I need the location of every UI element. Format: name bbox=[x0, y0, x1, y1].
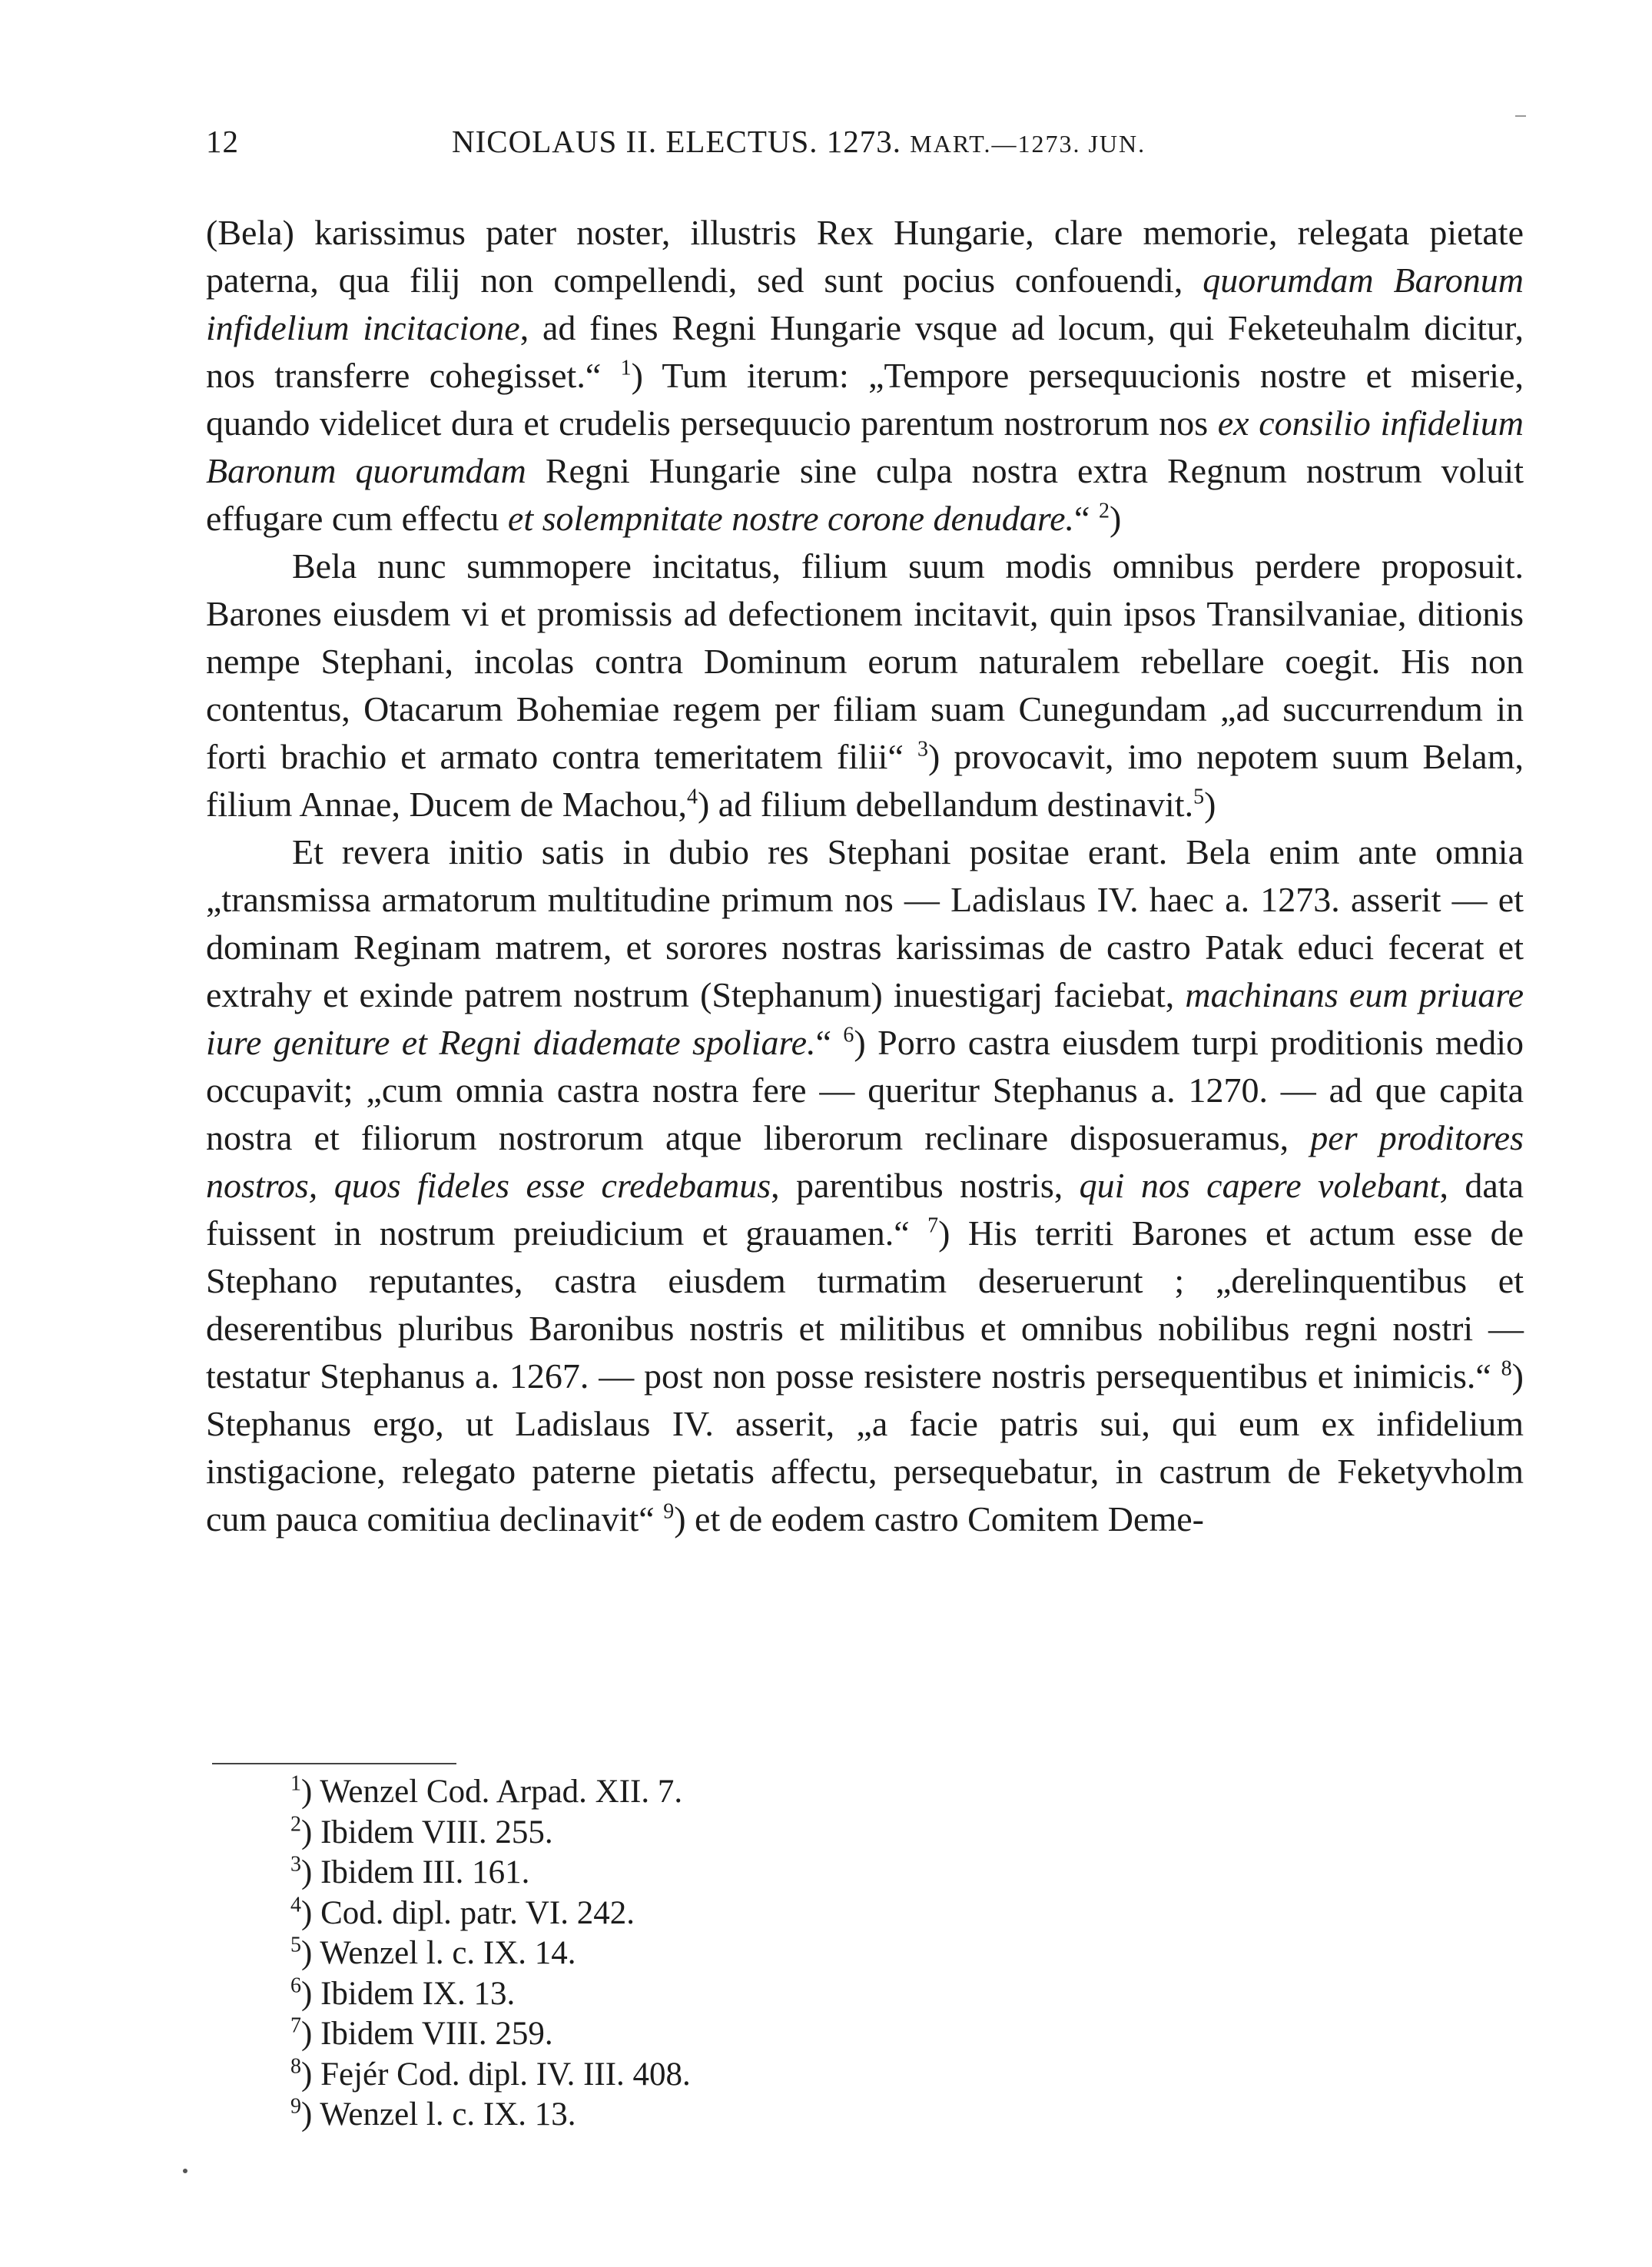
text-run: ) ad filium debellandum destinavit. bbox=[697, 785, 1194, 824]
text-run: ) Tum iterum: „Tempore persequucionis nostre et miserie, quando videlicet dura et crudelis persequucio parentum nostrorum nos bbox=[206, 356, 1524, 443]
text-run: , data fuissent in nostrum preiudicium et grauamen.“ bbox=[206, 1166, 1524, 1253]
footnote-ref: 8 bbox=[1501, 1356, 1512, 1381]
footnote-ref: 4 bbox=[686, 785, 698, 809]
text-run: , parentibus nostris, bbox=[771, 1166, 1080, 1205]
italic-run: quorumdam Baronum infidelium incitacione bbox=[206, 261, 1524, 347]
italic-run: per proditores nostros, quos fideles esse credebamus bbox=[206, 1118, 1524, 1205]
footnote-text: ) Wenzel l. c. IX. 14. bbox=[301, 1935, 576, 1971]
footnote-mark: 3 bbox=[290, 1852, 301, 1877]
footnote-mark: 6 bbox=[290, 1973, 301, 1998]
footnote-ref: 9 bbox=[663, 1499, 675, 1524]
footnote-text: ) Wenzel Cod. Arpad. XII. 7. bbox=[301, 1774, 683, 1810]
italic-run: ex consilio infidelium Baronum quorumdam bbox=[206, 403, 1524, 490]
footnote-text: ) Ibidem VIII. 255. bbox=[301, 1814, 553, 1850]
text-run: Et revera initio satis in dubio res Stephani positae erant. Bela enim ante omnia „transmissa armatorum multitudine primum nos — Ladislaus IV. haec a. 1273. asserit — et dominam Reginam matrem, et sorores nostras karissimas de castro Patak educi fecerat et extrahy et exinde patrem nostrum (Stephanum) inuestigarj faciebat, bbox=[206, 832, 1524, 1014]
running-title-main: NICOLAUS II. ELECTUS. 1273. bbox=[452, 124, 902, 159]
running-header bbox=[206, 123, 1512, 169]
footnote-text: ) Ibidem IX. 13. bbox=[301, 1975, 516, 2012]
footnote-mark: 9 bbox=[290, 2094, 301, 2119]
footnote-mark: 4 bbox=[290, 1893, 301, 1917]
footnote bbox=[290, 1813, 1289, 1854]
page-number: 12 bbox=[206, 124, 239, 159]
text-run: “ bbox=[815, 1023, 844, 1062]
footnote-mark: 7 bbox=[290, 2013, 301, 2038]
footnote-ref: 6 bbox=[843, 1023, 854, 1047]
footnote-mark: 8 bbox=[290, 2054, 301, 2079]
italic-run: qui nos capere volebant bbox=[1079, 1166, 1440, 1205]
text-run: “ bbox=[1074, 499, 1099, 538]
text-run: Bela nunc summopere incitatus, filium suum modis omnibus perdere proposuit. Barones eiusdem vi et promissis ad defectionem incitavit, quin ipsos Transilvaniae, ditionis nempe Stephani, incolas contra Dominum eorum naturalem rebellare coegit. His non contentus, Otacarum Bohemiae regem per filiam suam Cunegundam „ad succurrendum in forti brachio et armato contra temeritatem filii“ bbox=[206, 546, 1524, 776]
footnote-mark: 5 bbox=[290, 1933, 301, 1957]
footnote bbox=[290, 2095, 1289, 2136]
scan-mark bbox=[1515, 115, 1526, 117]
footnote-ref: 1 bbox=[620, 356, 632, 380]
footnote bbox=[290, 2014, 1289, 2055]
footnote-ref: 5 bbox=[1193, 785, 1205, 809]
text-run: Regni Hungarie sine culpa nostra extra Regnum nostrum voluit effugare cum effectu bbox=[206, 451, 1524, 538]
text-run: ) His territi Barones et actum esse de Stephano reputantes, castra eiusdem turmatim deseruerunt ; „derelinquentibus et deserentibus pluribus Baronibus nostris et militibus et omnibus nobilibus regni nostri — testatur Stephanus a. 1267. — post non posse resistere nostris persequentibus et inimicis.“ bbox=[206, 1213, 1524, 1396]
text-run: ) Stephanus ergo, ut Ladislaus IV. asserit, „a facie patris sui, qui eum ex infidelium instigacione, relegato paterne pietatis affectu, persequebatur, in castrum de Feketyvholm cum pauca comitiua declinavit“ bbox=[206, 1356, 1524, 1538]
footnote bbox=[290, 1772, 1289, 1813]
footnote-separator bbox=[212, 1763, 456, 1764]
text-run: ) bbox=[1204, 785, 1216, 824]
paragraph-2 bbox=[206, 543, 1524, 828]
footnote-ref: 7 bbox=[927, 1213, 939, 1238]
footnote-text: ) Ibidem VIII. 259. bbox=[301, 2016, 553, 2052]
footnote-ref: 3 bbox=[917, 737, 928, 762]
footnote bbox=[290, 1894, 1289, 1934]
running-title bbox=[452, 123, 1146, 160]
text-run: ) Porro castra eiusdem turpi proditionis medio occupavit; „cum omnia castra nostra fere — queritur Stephanus a. 1270. — ad que capita nostra et filiorum nostrorum atque liberorum reclinare disposueramus, bbox=[206, 1023, 1524, 1157]
italic-run: et solempnitate nostre corone denudare. bbox=[507, 499, 1075, 538]
paragraph-1 bbox=[206, 209, 1524, 543]
footnote bbox=[290, 1933, 1289, 1974]
footnote-mark: 1 bbox=[290, 1771, 301, 1796]
footnote-mark: 2 bbox=[290, 1812, 301, 1837]
footnote-text: ) Cod. dipl. patr. VI. 242. bbox=[301, 1894, 635, 1931]
text-run: ) bbox=[1109, 499, 1122, 538]
running-title-dates: MART.—1273. JUN. bbox=[910, 130, 1146, 158]
italic-run: machinans eum priuare iure geniture et Regni diademate spoliare. bbox=[206, 975, 1524, 1062]
footnote bbox=[290, 2055, 1289, 2096]
footnote bbox=[290, 1853, 1289, 1894]
text-run: ) et de eodem castro Comitem Deme- bbox=[674, 1499, 1204, 1538]
text-run: (Bela) karissimus pater noster, illustris Rex Hungarie, clare memorie, relegata pietate paterna, qua filij non compellendi, sed sunt pocius confouendi, bbox=[206, 213, 1524, 300]
footnotes bbox=[290, 1772, 1289, 2136]
footnote bbox=[290, 1974, 1289, 2015]
paragraph-3 bbox=[206, 828, 1524, 1543]
main-text bbox=[206, 209, 1524, 1543]
text-run: , ad fines Regni Hungarie vsque ad locum, qui Feketeuhalm dicitur, nos transferre cohegisset.“ bbox=[206, 308, 1524, 395]
scan-speck bbox=[183, 2169, 187, 2173]
footnote-text: ) Wenzel l. c. IX. 13. bbox=[301, 2096, 576, 2133]
footnote-text: ) Fejér Cod. dipl. IV. III. 408. bbox=[301, 2056, 691, 2093]
footnote-ref: 2 bbox=[1098, 499, 1110, 523]
footnote-text: ) Ibidem III. 161. bbox=[301, 1854, 530, 1890]
text-run: ) provocavit, imo nepotem suum Belam, filium Annae, Ducem de Machou, bbox=[206, 737, 1524, 824]
